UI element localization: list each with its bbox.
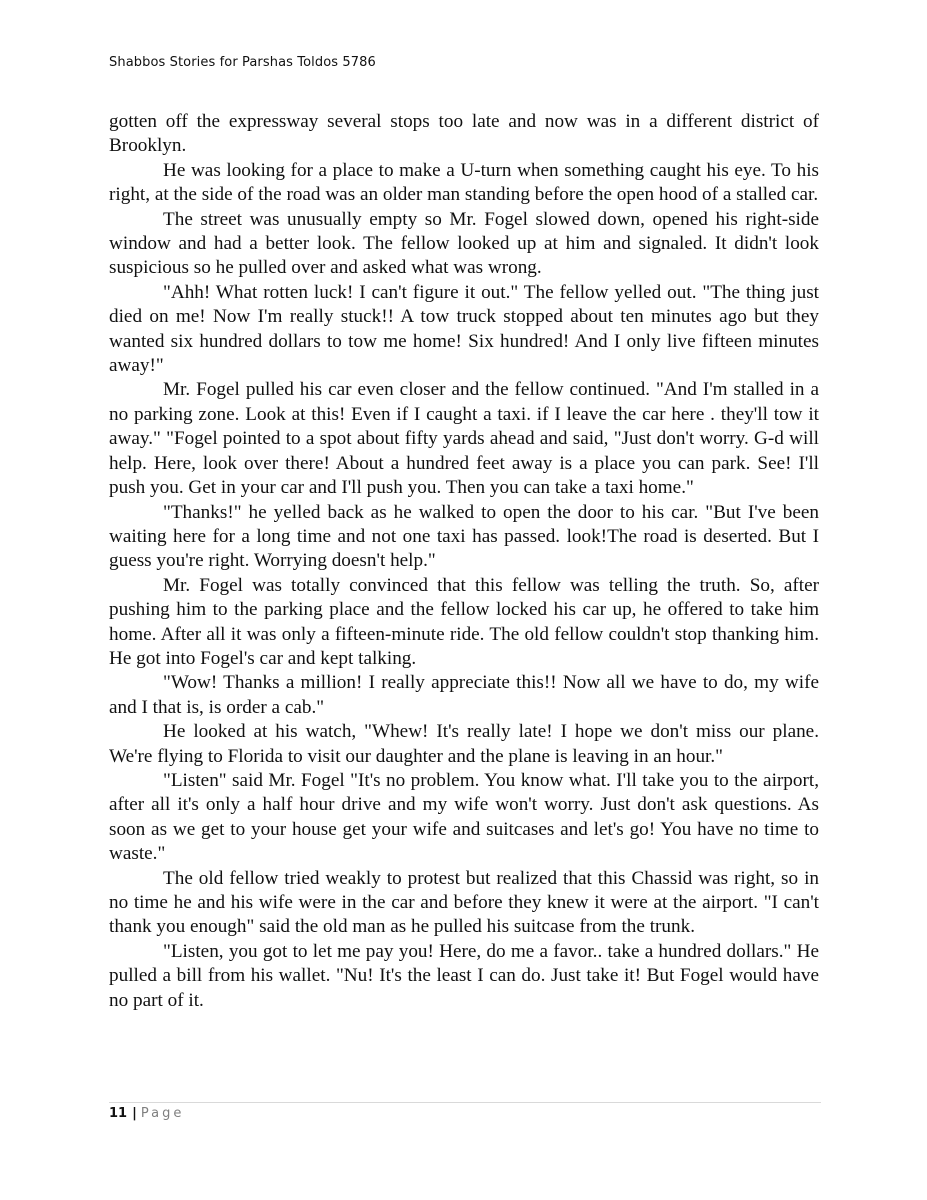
paragraph-6: "Thanks!" he yelled back as he walked to open the door to his car. "But I've been waiting here for a long time and not one taxi has passed. look!The road is deserted. But I guess you're right. Worrying doesn't help." — [109, 501, 819, 572]
paragraph-5: Mr. Fogel pulled his car even closer and the fellow continued. "And I'm stalled in a no parking zone. Look at this! Even if I caught a taxi. if I leave the car here . they'll tow it away." "Fogel pointed to a spot about fifty yards ahead and said, "Just don't worry. G-d will help. Here, look over there! About a hundred feet away is a place you can park. See! I'll push you. Get in your car and I'll push you. Then you can take a taxi home." — [109, 379, 819, 499]
page-number: 11 — [109, 1106, 128, 1121]
paragraph-4: "Ahh! What rotten luck! I can't figure it out." The fellow yelled out. "The thing just died on me! Now I'm really stuck!! A tow truck stopped about ten minutes ago but they wanted six hundred dollars to tow me home! Six hundred! And I only live fifteen minutes away!" — [109, 281, 819, 377]
footer-separator: | — [132, 1106, 137, 1121]
paragraph-9: He looked at his watch, "Whew! It's really late! I hope we don't miss our plane. We're flying to Florida to visit our daughter and the plane is leaving in an hour." — [109, 721, 819, 767]
paragraph-12: "Listen, you got to let me pay you! Here, do me a favor.. take a hundred dollars." He pulled a bill from his wallet. "Nu! It's the least I can do. Just take it! But Fogel would have no part of it. — [109, 940, 819, 1011]
page-header: Shabbos Stories for Parshas Toldos 5786 — [109, 55, 376, 70]
page-footer — [109, 1106, 184, 1121]
paragraph-8: "Wow! Thanks a million! I really appreciate this!! Now all we have to do, my wife and I that is, is order a cab." — [109, 672, 819, 718]
paragraph-11: The old fellow tried weakly to protest but realized that this Chassid was right, so in no time he and his wife were in the car and before they knew it were at the airport. "I can't thank you enough" said the old man as he pulled his suitcase from the trunk. — [109, 867, 819, 938]
paragraph-3: The street was unusually empty so Mr. Fogel slowed down, opened his right-side window and had a better look. The fellow looked up at him and signaled. It didn't look suspicious so he pulled over and asked what was wrong. — [109, 208, 819, 279]
body-text — [109, 110, 819, 1013]
paragraph-10: "Listen" said Mr. Fogel "It's no problem. You know what. I'll take you to the airport, after all it's only a half hour drive and my wife won't worry. Just don't ask questions. As soon as we get to your house get your wife and suitcases and let's go! You have no time to waste." — [109, 769, 819, 865]
paragraph-1: gotten off the expressway several stops too late and now was in a different district of Brooklyn. — [109, 111, 819, 157]
footer-divider — [109, 1102, 821, 1103]
paragraph-7: Mr. Fogel was totally convinced that this fellow was telling the truth. So, after pushing him to the parking place and the fellow locked his car up, he offered to take him home. After all it was only a fifteen-minute ride. The old fellow couldn't stop thanking him. He got into Fogel's car and kept talking. — [109, 574, 819, 669]
page-label: Page — [140, 1106, 185, 1121]
paragraph-2: He was looking for a place to make a U-turn when something caught his eye. To his right, at the side of the road was an older man standing before the open hood of a stalled car. — [109, 159, 819, 206]
